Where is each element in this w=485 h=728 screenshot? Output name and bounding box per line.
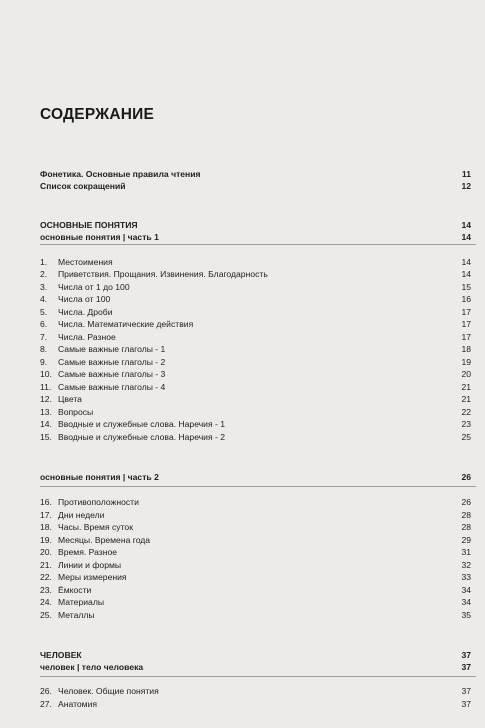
toc-item	[40, 418, 471, 430]
toc-item-label: Вводные и служебные слова. Наречия - 1	[58, 419, 226, 429]
toc-item-number: 25.	[40, 610, 52, 620]
toc-item-page: 21	[461, 394, 471, 404]
toc-item-label: Ёмкости	[58, 585, 92, 595]
toc-item-number: 6.	[40, 319, 48, 329]
section-heading	[40, 219, 471, 231]
toc-item-number: 14.	[40, 419, 52, 429]
toc-item-number: 10.	[40, 369, 52, 379]
toc-item-label: Числа. Математические действия	[58, 319, 194, 329]
toc-item-label: Время. Разное	[58, 547, 118, 557]
toc-item	[40, 318, 471, 330]
toc-item-number: 11.	[40, 382, 52, 392]
toc-item-label: Человек. Общие понятия	[58, 686, 159, 696]
toc-entry-label: Фонетика. Основные правила чтения	[40, 169, 201, 179]
toc-item-label: Анатомия	[58, 699, 98, 709]
toc-item-page: 31	[461, 547, 471, 557]
toc-item-page: 34	[461, 585, 471, 595]
toc-item	[40, 596, 471, 608]
toc-item-page: 25	[461, 432, 471, 442]
toc-item	[40, 343, 471, 355]
toc-item-page: 14	[461, 269, 471, 279]
toc-item-label: Линии и формы	[58, 560, 122, 570]
toc-item	[40, 306, 471, 318]
toc-item-number: 5.	[40, 307, 48, 317]
toc-item-number: 12.	[40, 394, 52, 404]
toc-item-label: Числа от 100	[58, 294, 111, 304]
subsection-heading-page: 37	[461, 662, 471, 672]
toc-item-number: 3.	[40, 282, 48, 292]
divider	[40, 486, 476, 487]
toc-item-page: 35	[461, 610, 471, 620]
toc-item-page: 21	[461, 382, 471, 392]
toc-item-number: 8.	[40, 344, 48, 354]
toc-item-label: Числа. Дроби	[58, 307, 113, 317]
toc-item-page: 19	[461, 357, 471, 367]
toc-item-label: Вопросы	[58, 407, 94, 417]
toc-item	[40, 571, 471, 583]
toc-item-label: Противоположности	[58, 497, 139, 507]
toc-item-label: Числа. Разное	[58, 332, 116, 342]
toc-item	[40, 609, 471, 621]
subsection-heading	[40, 661, 471, 673]
toc-item-number: 16.	[40, 497, 52, 507]
toc-entry	[40, 168, 471, 180]
subsection-heading-label: человек | тело человека	[40, 662, 144, 672]
toc-item	[40, 559, 471, 571]
toc-item-page: 16	[461, 294, 471, 304]
toc-item	[40, 281, 471, 293]
toc-item	[40, 256, 471, 268]
toc-item-label: Вводные и служебные слова. Наречия - 2	[58, 432, 226, 442]
toc-item-page: 17	[461, 307, 471, 317]
toc-item-label: Приветствия. Прощания. Извинения. Благодарность	[58, 269, 268, 279]
subsection-heading-page: 26	[461, 472, 471, 482]
toc-item-label: Дни недели	[58, 510, 105, 520]
toc-item-page: 18	[461, 344, 471, 354]
section-heading-page: 37	[461, 650, 471, 660]
toc-item	[40, 521, 471, 533]
toc-item	[40, 546, 471, 558]
toc-item-number: 1.	[40, 257, 48, 267]
toc-item-page: 34	[461, 597, 471, 607]
toc-item-page: 22	[461, 407, 471, 417]
section-heading-label: ОСНОВНЫЕ ПОНЯТИЯ	[40, 220, 138, 230]
toc-item-label: Месяцы. Времена года	[58, 535, 151, 545]
page-title: СОДЕРЖАНИЕ	[40, 106, 155, 123]
toc-item-page: 26	[461, 497, 471, 507]
toc-item	[40, 393, 471, 405]
toc-item-label: Материалы	[58, 597, 105, 607]
toc-item	[40, 534, 471, 546]
toc-item-page: 33	[461, 572, 471, 582]
toc-entry-label: Список сокращений	[40, 181, 126, 191]
section-heading-page: 14	[461, 220, 471, 230]
toc-item	[40, 509, 471, 521]
toc-item-label: Местоимения	[58, 257, 113, 267]
toc-item	[40, 331, 471, 343]
toc-item-page: 14	[461, 257, 471, 267]
toc-item-label: Самые важные глаголы - 2	[58, 357, 166, 367]
toc-item-label: Самые важные глаголы - 3	[58, 369, 166, 379]
toc-item-page: 15	[461, 282, 471, 292]
toc-item-number: 7.	[40, 332, 48, 342]
toc-item-label: Металлы	[58, 610, 95, 620]
toc-item-label: Цвета	[58, 394, 82, 404]
toc-item	[40, 698, 471, 710]
toc-item-page: 28	[461, 510, 471, 520]
toc-item	[40, 496, 471, 508]
section-heading	[40, 649, 471, 661]
toc-item-page: 28	[461, 522, 471, 532]
toc-entry	[40, 180, 471, 192]
toc-entry-page: 12	[461, 181, 471, 191]
toc-item-number: 19.	[40, 535, 52, 545]
subsection-heading-label: основные понятия | часть 2	[40, 472, 159, 482]
toc-item-number: 2.	[40, 269, 48, 279]
toc-item-label: Числа от 1 до 100	[58, 282, 130, 292]
toc-item	[40, 356, 471, 368]
toc-item-number: 15.	[40, 432, 52, 442]
toc-item-page: 17	[461, 319, 471, 329]
toc-item-page: 37	[461, 686, 471, 696]
toc-item	[40, 293, 471, 305]
toc-item-number: 24.	[40, 597, 52, 607]
toc-item-number: 4.	[40, 294, 48, 304]
toc-item-page: 37	[461, 699, 471, 709]
toc-item-page: 29	[461, 535, 471, 545]
toc-item-number: 27.	[40, 699, 52, 709]
toc-item	[40, 368, 471, 380]
subsection-heading	[40, 231, 471, 243]
toc-item-label: Самые важные глаголы - 1	[58, 344, 166, 354]
toc-item-label: Самые важные глаголы - 4	[58, 382, 166, 392]
toc-item-number: 18.	[40, 522, 52, 532]
divider	[40, 244, 476, 245]
subsection-heading-page: 14	[461, 232, 471, 242]
toc-item-number: 20.	[40, 547, 52, 557]
section-heading-label: ЧЕЛОВЕК	[40, 650, 82, 660]
toc-item-number: 21.	[40, 560, 52, 570]
toc-item	[40, 406, 471, 418]
toc-item-page: 20	[461, 369, 471, 379]
toc-item	[40, 685, 471, 697]
toc-item-number: 23.	[40, 585, 52, 595]
toc-item-page: 23	[461, 419, 471, 429]
toc-item-number: 17.	[40, 510, 52, 520]
subsection-heading	[40, 471, 471, 483]
toc-item-number: 26.	[40, 686, 52, 696]
toc-item	[40, 431, 471, 443]
toc-entry-page: 11	[461, 169, 471, 179]
toc-item-label: Часы. Время суток	[58, 522, 133, 532]
toc-item-page: 32	[461, 560, 471, 570]
toc-item-number: 9.	[40, 357, 48, 367]
toc-item-number: 13.	[40, 407, 52, 417]
toc-item-label: Меры измерения	[58, 572, 127, 582]
toc-item	[40, 584, 471, 596]
toc-item-page: 17	[461, 332, 471, 342]
subsection-heading-label: основные понятия | часть 1	[40, 232, 159, 242]
toc-item	[40, 268, 471, 280]
toc-item	[40, 381, 471, 393]
toc-item-number: 22.	[40, 572, 52, 582]
divider	[40, 676, 476, 677]
